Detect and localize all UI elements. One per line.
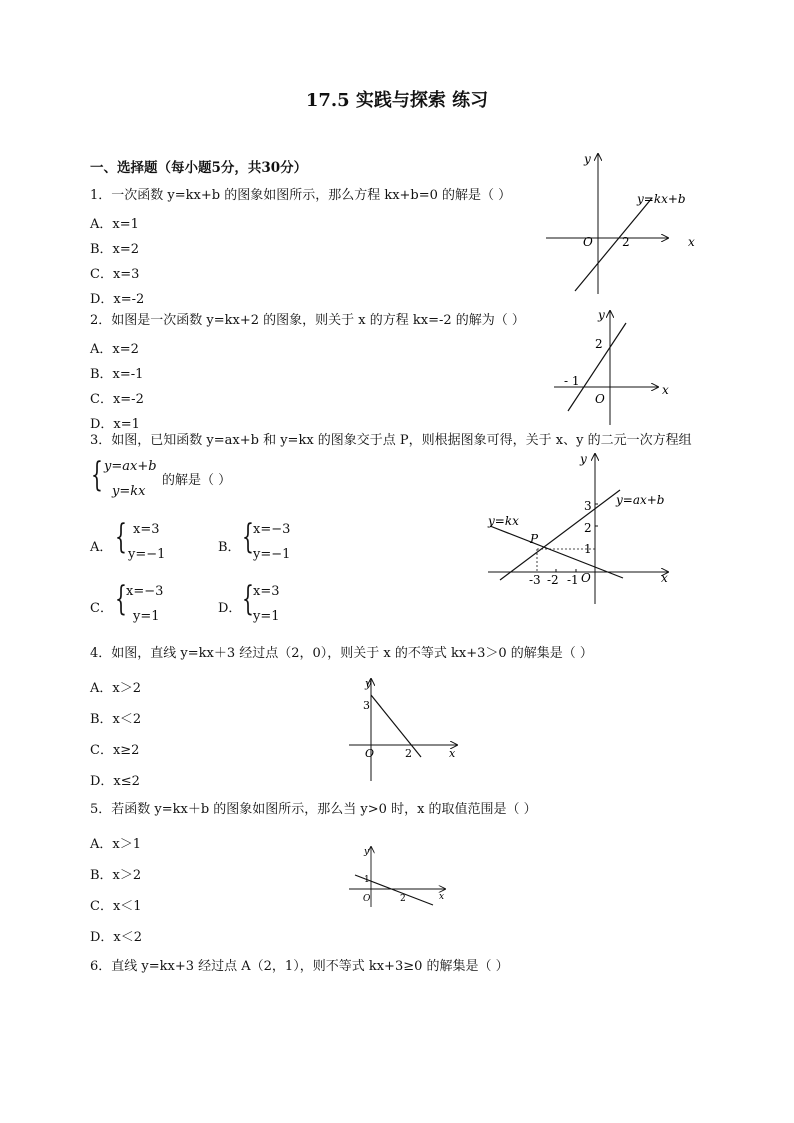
question-3-option-c-letter: C．	[90, 601, 113, 616]
x-tick-label: 2	[622, 235, 630, 249]
question-3-option-a-letter: A．	[90, 540, 113, 555]
question-4-option-b: B．x＜2	[90, 712, 142, 727]
line-label-kx: y=kx	[488, 514, 519, 528]
y-tick-label: 3	[363, 699, 370, 712]
origin-label: O	[363, 894, 371, 904]
question-2-graph	[550, 305, 680, 429]
origin-label: O	[581, 571, 591, 585]
question-3-option-b-letter: B．	[218, 540, 241, 555]
line-label: y=kx+b	[637, 192, 686, 206]
question-3-system-suffix: 的解是（ ）	[162, 473, 232, 488]
question-2-option-c: C．x=-2	[90, 392, 144, 407]
y-axis-label: y	[364, 847, 370, 857]
question-1-option-b: B．x=2	[90, 242, 140, 257]
question-1-option-d: D．x=-2	[90, 292, 145, 307]
page-title: 17.5 实践与探索 练习	[305, 90, 489, 111]
x-axis-label: x	[661, 571, 668, 585]
origin-label: O	[365, 747, 375, 760]
option-d-top: x=3	[253, 584, 280, 599]
line-y-ax-plus-b	[500, 490, 620, 580]
option-a-bottom: y=−1	[128, 547, 166, 562]
question-3-text: 3．如图，已知函数 y=ax+b 和 y=kx 的图象交于点 P，则根据图象可得，关于 x、y 的二元一次方程组	[90, 433, 692, 448]
x-tick-label: -3	[529, 573, 541, 587]
y-axis-label: y	[365, 677, 372, 690]
question-1-option-c: C．x=3	[90, 267, 140, 282]
question-2-text: 2．如图是一次函数 y=kx+2 的图象，则关于 x 的方程 kx=-2 的解为（ ）	[90, 313, 525, 328]
system-equation-top: y=ax+b	[104, 459, 157, 474]
question-1-text: 1．一次函数 y=kx+b 的图象如图所示，那么方程 kx+b=0 的解是（ ）	[90, 188, 512, 203]
y-tick-label: 3	[584, 499, 592, 513]
line-label-ax-plus-b: y=ax+b	[616, 493, 665, 507]
question-5-graph	[345, 843, 455, 913]
question-1-option-a: A．x=1	[90, 217, 139, 232]
question-3-graph	[480, 448, 680, 608]
question-5-option-c: C．x＜1	[90, 899, 142, 914]
option-c-bottom: y=1	[133, 609, 160, 624]
option-a-top: x=3	[133, 522, 160, 537]
x-tick-label: -2	[547, 573, 559, 587]
question-3-option-d-letter: D．	[218, 601, 242, 616]
x-axis-label: x	[688, 235, 695, 249]
system-equation-bottom: y=kx	[112, 484, 146, 499]
question-2-option-a: A．x=2	[90, 342, 139, 357]
x-tick-label: 2	[400, 894, 406, 904]
x-tick-label: 2	[405, 747, 412, 760]
option-b-bottom: y=−1	[253, 547, 291, 562]
question-6-text: 6．直线 y=kx+3 经过点 A（2，1），则不等式 kx+3≥0 的解集是（ ）	[90, 959, 509, 974]
question-1-graph	[540, 148, 700, 298]
x-tick-label: -1	[567, 573, 579, 587]
question-4-option-c: C．x≥2	[90, 743, 140, 758]
x-tick-label: - 1	[564, 374, 580, 388]
origin-label: O	[583, 235, 593, 249]
option-c-brace: {	[115, 579, 127, 619]
y-tick-label: 1	[364, 875, 370, 885]
question-5-text: 5．若函数 y=kx＋b 的图象如图所示，那么当 y>0 时，x 的取值范围是（ ）	[90, 802, 537, 817]
y-axis-label: y	[598, 308, 605, 322]
point-p-label: P	[530, 532, 539, 546]
question-2-option-b: B．x=-1	[90, 367, 144, 382]
question-5-option-d: D．x＜2	[90, 930, 143, 945]
x-axis-label: x	[662, 383, 669, 397]
section-heading: 一、选择题（每小题5分，共30分）	[90, 160, 308, 176]
y-tick-label: 1	[584, 542, 592, 556]
question-4-option-a: A．x＞2	[90, 681, 141, 696]
question-4-text: 4．如图，直线 y=kx＋3 经过点（2，0），则关于 x 的不等式 kx+3＞0 的解集是（ ）	[90, 646, 593, 661]
x-axis-label: x	[449, 747, 456, 760]
graph-line	[371, 695, 421, 757]
question-5-option-b: B．x＞2	[90, 868, 142, 883]
option-d-bottom: y=1	[253, 609, 280, 624]
y-axis-label: y	[584, 152, 591, 166]
question-4-graph	[345, 675, 465, 785]
y-axis-label: y	[580, 452, 587, 466]
question-4-option-d: D．x≤2	[90, 774, 140, 789]
system-brace: {	[91, 455, 103, 495]
x-axis-label: x	[439, 892, 445, 902]
origin-label: O	[595, 392, 605, 406]
option-b-brace: {	[242, 517, 254, 557]
question-5-option-a: A．x＞1	[90, 837, 141, 852]
y-tick-label: 2	[595, 337, 603, 351]
option-c-top: x=−3	[126, 584, 164, 599]
option-a-brace: {	[115, 517, 127, 557]
question-2-option-d: D．x=1	[90, 417, 140, 432]
option-d-brace: {	[242, 579, 254, 619]
option-b-top: x=−3	[253, 522, 291, 537]
y-tick-label: 2	[584, 521, 592, 535]
